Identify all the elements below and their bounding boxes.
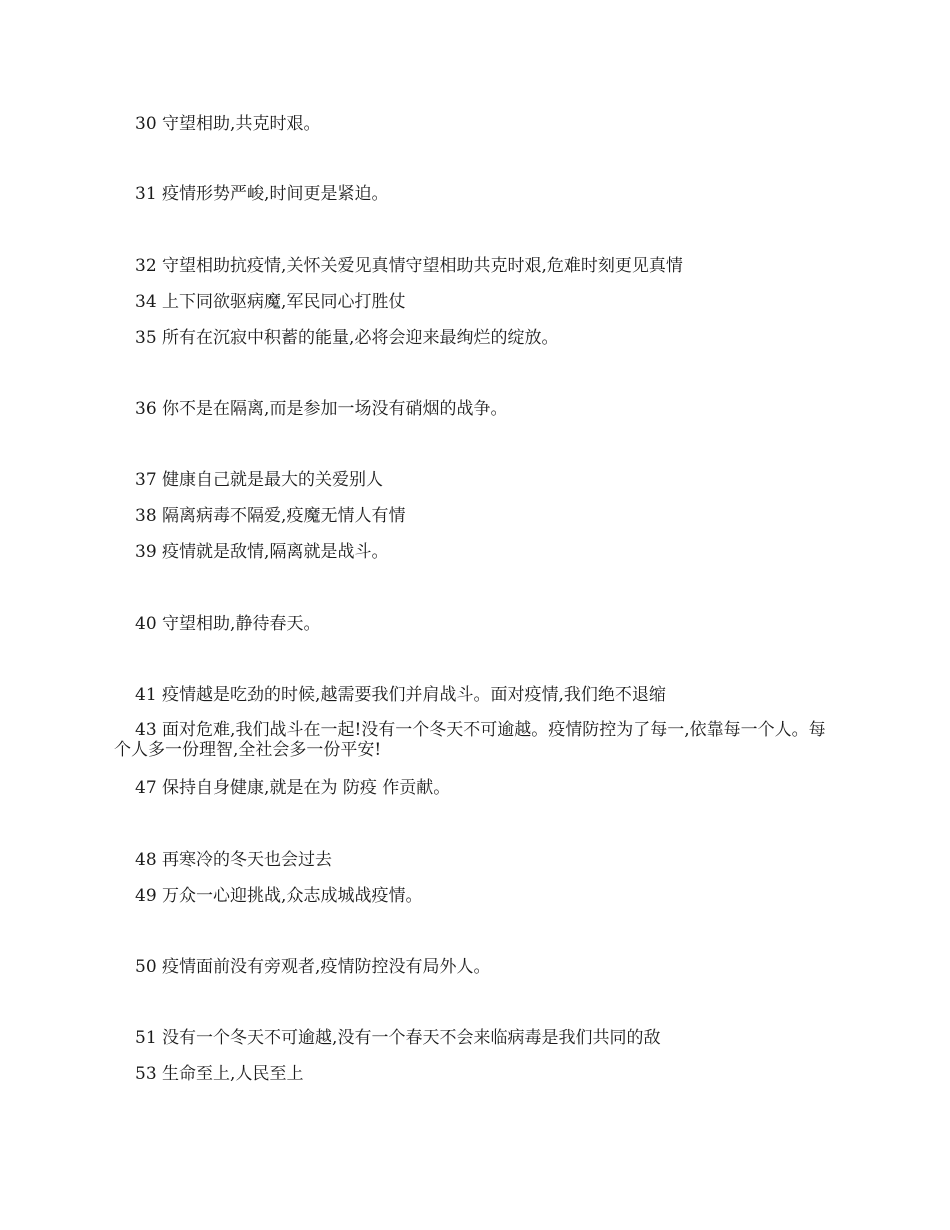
slogan-line-35: 35 所有在沉寂中积蓄的能量,必将会迎来最绚烂的绽放。 [135, 328, 559, 348]
slogan-line-40: 40 守望相助,静待春天。 [135, 614, 321, 634]
slogan-line-43: 43 面对危难,我们战斗在一起!没有一个冬天不可逾越。疫情防控为了每一,依靠每一个人。每个人多一份理智,全社会多一份平安! [114, 720, 826, 760]
slogan-line-48: 48 再寒冷的冬天也会过去 [135, 850, 333, 870]
slogan-line-41: 41 疫情越是吃劲的时候,越需要我们并肩战斗。面对疫情,我们绝不退缩 [135, 685, 666, 705]
slogan-line-38: 38 隔离病毒不隔爱,疫魔无情人有情 [135, 506, 406, 526]
slogan-line-51: 51 没有一个冬天不可逾越,没有一个春天不会来临病毒是我们共同的敌 [135, 1028, 661, 1048]
slogan-line-31: 31 疫情形势严峻,时间更是紧迫。 [135, 184, 389, 204]
slogan-line-50: 50 疫情面前没有旁观者,疫情防控没有局外人。 [135, 957, 491, 977]
slogan-line-30: 30 守望相助,共克时艰。 [135, 114, 321, 134]
slogan-line-49: 49 万众一心迎挑战,众志成城战疫情。 [135, 886, 423, 906]
slogan-line-36: 36 你不是在隔离,而是参加一场没有硝烟的战争。 [135, 399, 508, 419]
slogan-line-39: 39 疫情就是敌情,隔离就是战斗。 [135, 542, 389, 562]
slogan-line-32: 32 守望相助抗疫情,关怀关爱见真情守望相助共克时艰,危难时刻更见真情 [135, 256, 683, 276]
slogan-line-47: 47 保持自身健康,就是在为 防疫 作贡献。 [135, 778, 451, 798]
slogan-line-53: 53 生命至上,人民至上 [135, 1064, 304, 1084]
slogan-line-34: 34 上下同欲驱病魔,军民同心打胜仗 [135, 292, 406, 312]
slogan-line-37: 37 健康自己就是最大的关爱别人 [135, 470, 384, 490]
